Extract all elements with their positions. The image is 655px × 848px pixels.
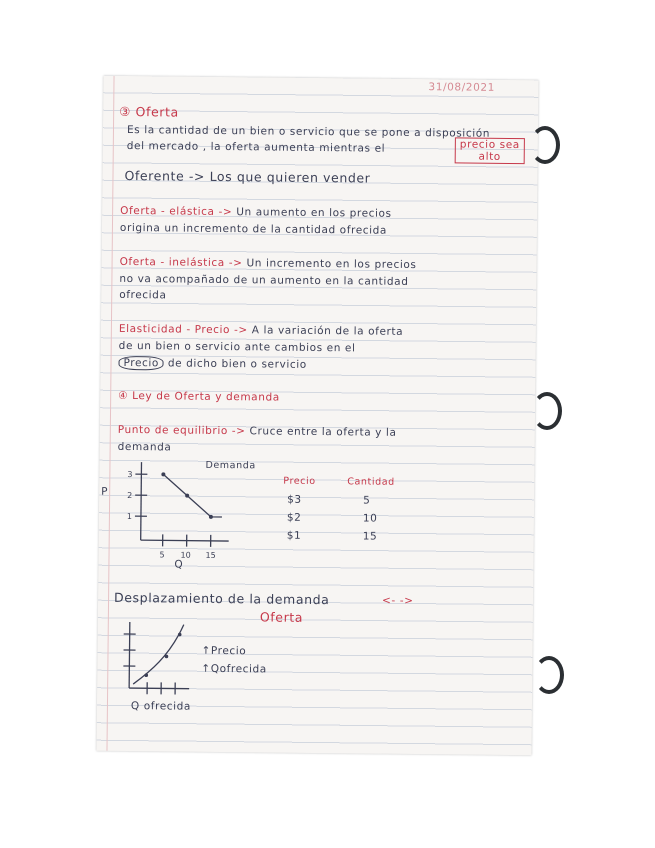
elasticidad-definition (119, 321, 403, 340)
y-tick-1: 1 (126, 512, 133, 522)
inelastica-text-3: ofrecida (119, 288, 167, 302)
elastica-definition (120, 203, 392, 222)
oferente-line: Oferente -> Los que quieren vender (124, 167, 371, 186)
margin-line (106, 76, 114, 751)
supply-point-1 (144, 673, 148, 677)
ley-heading: ④ Ley de Oferta y demanda (118, 389, 280, 404)
oferta-graph-title: Oferta (259, 609, 304, 625)
elastica-term: Oferta - elástica -> (120, 204, 233, 219)
equilibrio-definition (118, 422, 397, 441)
elasticidad-line-3 (118, 355, 306, 373)
oferta-heading: ③ Oferta (119, 103, 179, 120)
desplazamiento-text: Desplazamiento de la demanda (114, 589, 330, 608)
table-row-2-cantidad: 10 (362, 512, 378, 525)
notebook-page (96, 76, 538, 756)
elastica-text-1: Un aumento en los precios (232, 206, 392, 220)
demand-graph (118, 460, 259, 561)
table-row-3-precio: $1 (286, 529, 302, 542)
demanda-label: Demanda (205, 459, 256, 472)
oferta-line-2: del mercado , la oferta aumenta mientras el (126, 139, 386, 155)
equilibrio-term: Punto de equilibrio -> (117, 423, 246, 438)
elasticidad-term: Elasticidad - Precio -> (118, 322, 248, 337)
inelastica-term: Oferta - inelástica -> (119, 255, 243, 270)
y-tick-3: 3 (127, 470, 133, 480)
elasticidad-text-1: A la variación de la oferta (247, 324, 404, 338)
table-header-precio: Precio (283, 475, 316, 487)
q-axis-label: Q (174, 558, 184, 571)
binder-ring-top (530, 126, 560, 164)
q-ofrecida-axis-label: Q ofrecida (130, 700, 192, 713)
inelastica-text-1: Un incremento en los precios (242, 257, 417, 272)
precio-alto-box: precio sea alto (455, 137, 525, 164)
qofrecida-arrow-label: ↑Qofrecida (201, 662, 267, 676)
oferta-line-1: Es la cantidad de un bien o servicio que se pone a disposición (126, 123, 491, 140)
equilibrio-text-2: demanda (117, 440, 172, 454)
inelastica-text-2: no va acompañado de un aumento en la cantidad (119, 272, 409, 288)
x-tick-15: 15 (205, 550, 216, 560)
table-row-1-precio: $3 (287, 493, 302, 506)
elasticidad-text-2: de un bien o servicio ante cambios en el (118, 339, 356, 355)
p-axis-label: P (101, 485, 109, 498)
table-row-2-precio: $2 (286, 511, 302, 524)
precio-arrow-label: ↑Precio (201, 644, 247, 658)
date: 31/08/2021 (428, 81, 496, 94)
equilibrio-text-1: Cruce entre la oferta y la (245, 425, 397, 439)
y-tick-2: 2 (127, 491, 133, 501)
binder-ring-middle (532, 392, 562, 430)
table-header-cantidad: Cantidad (347, 476, 395, 488)
elastica-text-2: origina un incremento de la cantidad ofrecida (119, 221, 388, 237)
qofrecida-label: Qofrecida (210, 662, 267, 676)
elasticidad-text-3: de dicho bien o servicio (163, 357, 307, 371)
precio-label: Precio (210, 644, 247, 658)
table-row-1-cantidad: 5 (363, 494, 371, 507)
binder-ring-bottom (534, 656, 564, 694)
desplazamiento-arrows: <- -> (382, 594, 414, 608)
x-tick-5: 5 (159, 550, 165, 560)
table-row-3-cantidad: 15 (362, 530, 378, 543)
inelastica-definition (120, 254, 417, 273)
precio-circled: Precio (118, 356, 164, 370)
x-tick-10: 10 (180, 550, 191, 560)
